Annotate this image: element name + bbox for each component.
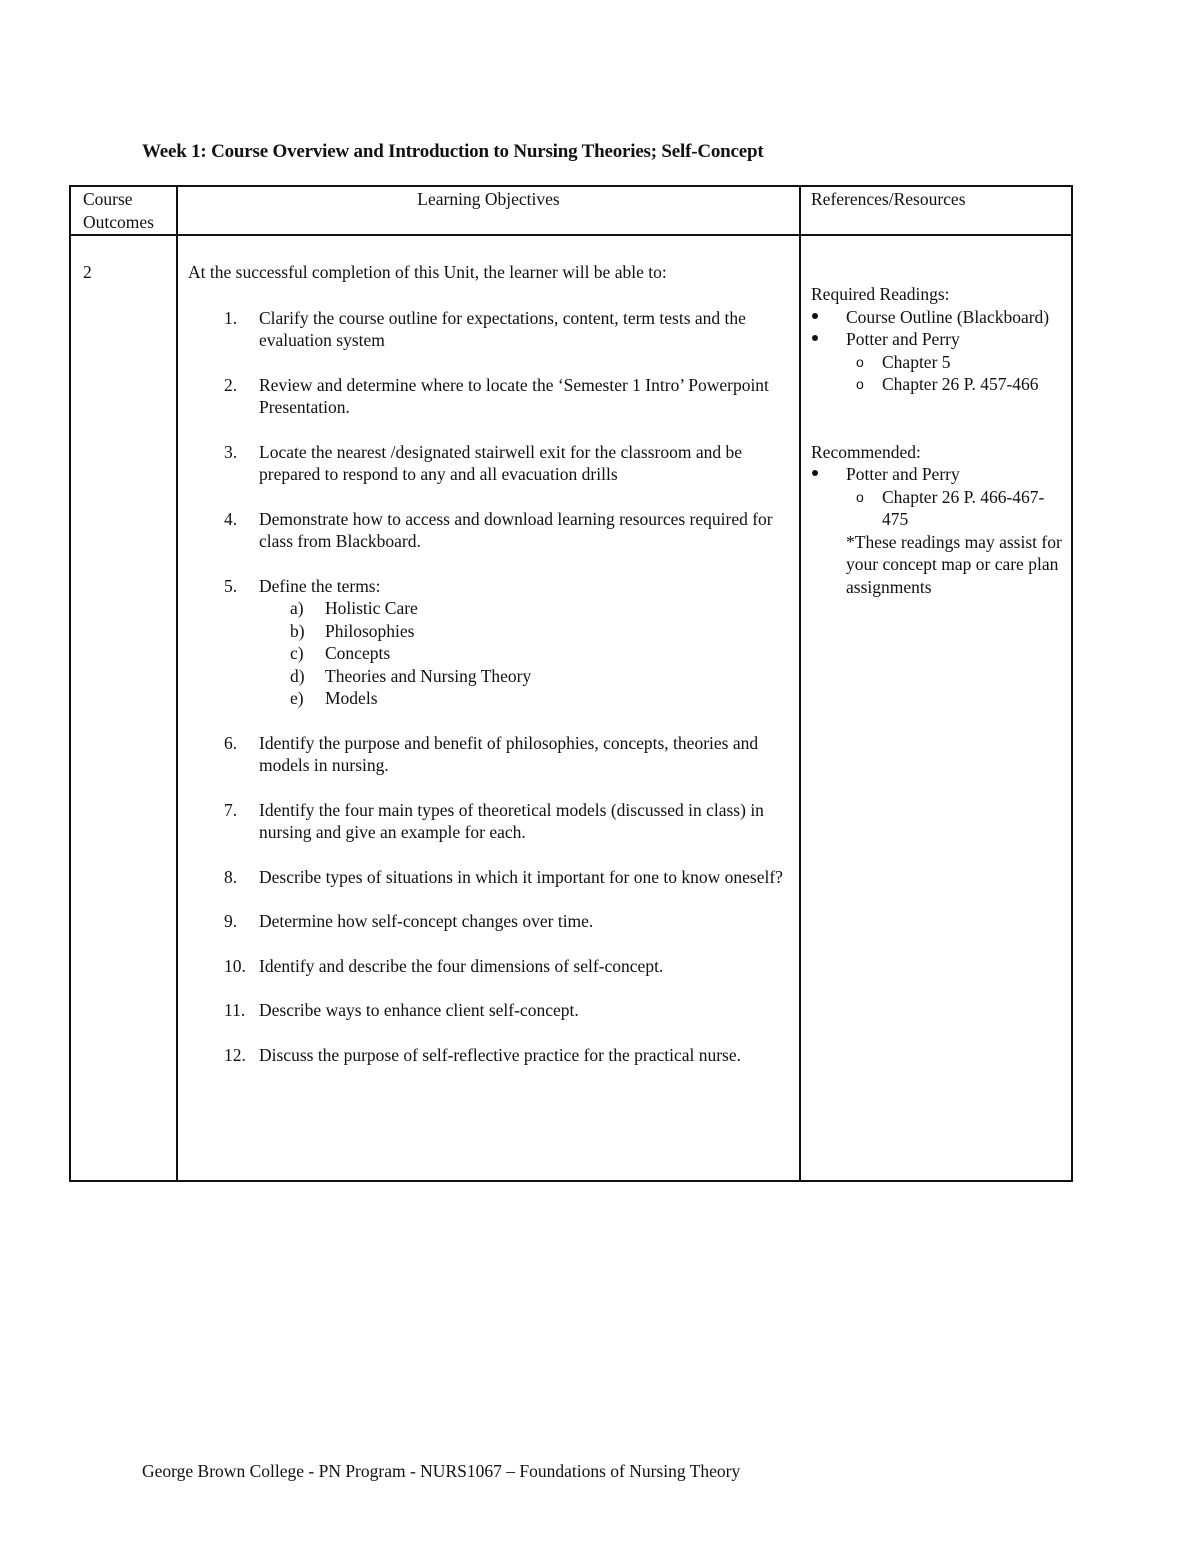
chapter-text: Chapter 26 P. 457-466	[882, 374, 1039, 394]
recommended-reading-sublist	[846, 486, 1065, 531]
objective-number: 6.	[224, 732, 238, 753]
objective-number: 4.	[224, 508, 238, 529]
recommended-reading-text: Potter and Perry	[846, 464, 960, 484]
page-title: Week 1: Course Overview and Introduction to Nursing Theories; Self-Concept	[142, 141, 764, 162]
term-list	[259, 597, 789, 710]
objective-item	[188, 441, 789, 486]
learning-objectives-cell	[177, 235, 800, 1181]
objective-text: Locate the nearest /designated stairwell exit for the classroom and be prepared to respond to any and all evacuation drills	[259, 441, 743, 484]
bullet-icon	[812, 313, 818, 319]
objective-text: Define the terms:	[259, 575, 381, 596]
objective-text: Determine how self-concept changes over time.	[259, 911, 594, 931]
objective-item	[188, 910, 789, 933]
term-letter: d)	[290, 665, 305, 686]
recommended-reading-item	[811, 463, 1065, 531]
objective-number: 7.	[224, 799, 238, 820]
chapter-text: Chapter 26 P. 466-467-475	[882, 486, 1045, 529]
term-text: Theories and Nursing Theory	[325, 665, 532, 686]
required-reading-text: Course Outline (Blackboard)	[846, 306, 1050, 327]
objective-number: 11.	[224, 1000, 246, 1020]
chapter-item	[846, 486, 1065, 531]
readings-note: *These readings may assist for your concept map or care plan assignments	[846, 531, 1062, 597]
objective-number: 3.	[224, 441, 238, 462]
term-letter: b)	[290, 620, 305, 641]
objective-text: Identify and describe the four dimensions of self-concept.	[259, 955, 664, 976]
objective-item	[188, 307, 789, 352]
term-item	[259, 642, 789, 665]
objective-item	[188, 732, 789, 777]
term-item	[259, 620, 789, 643]
objective-item	[188, 508, 789, 553]
resources-spacer	[811, 396, 1065, 441]
required-readings-list	[811, 306, 1065, 396]
bullet-icon	[812, 335, 818, 341]
circle-bullet-icon: o	[856, 376, 864, 392]
recommended-heading: Recommended:	[811, 441, 921, 462]
term-item	[259, 597, 789, 620]
chapter-item	[846, 351, 1065, 374]
term-letter: e)	[290, 688, 304, 708]
objectives-list	[188, 307, 789, 1067]
chapter-text: Chapter 5	[882, 351, 951, 372]
term-item	[259, 687, 789, 710]
circle-bullet-icon: o	[856, 353, 864, 370]
term-text: Concepts	[325, 643, 391, 663]
objective-item	[188, 374, 789, 419]
objective-text: Discuss the purpose of self-reflective practice for the practical nurse.	[259, 1044, 742, 1065]
objective-number: 9.	[224, 911, 238, 931]
term-text: Holistic Care	[325, 598, 418, 618]
objective-number: 5.	[224, 575, 238, 596]
objective-item	[188, 1044, 789, 1067]
objective-text: Clarify the course outline for expectations, content, term tests and the evaluation system	[259, 307, 746, 350]
objective-item	[188, 999, 789, 1022]
objective-text: Describe ways to enhance client self-concept.	[259, 1000, 579, 1020]
term-letter: a)	[290, 598, 304, 618]
objective-number: 12.	[224, 1044, 246, 1065]
required-reading-text: Potter and Perry	[846, 329, 960, 349]
required-readings-heading: Required Readings:	[811, 284, 950, 304]
objective-item	[188, 955, 789, 978]
objective-text: Demonstrate how to access and download learning resources required for class from Blackboard.	[259, 508, 773, 551]
page-footer: George Brown College - PN Program - NURS1067 – Foundations of Nursing Theory	[142, 1461, 741, 1481]
term-item	[259, 665, 789, 688]
objective-number: 2.	[224, 374, 238, 395]
chapter-item	[846, 373, 1065, 396]
objectives-intro: At the successful completion of this Unit, the learner will be able to:	[188, 262, 667, 282]
course-outcome-value: 2	[70, 235, 177, 1181]
objective-text: Review and determine where to locate the ‘Semester 1 Intro’ Powerpoint Presentation.	[259, 374, 769, 417]
header-references-resources: References/Resources	[800, 186, 1072, 235]
term-text: Philosophies	[325, 620, 415, 641]
table-header-row	[70, 186, 1072, 235]
header-course-outcomes: Course Outcomes	[70, 186, 177, 235]
objective-number: 1.	[224, 307, 238, 328]
objective-item	[188, 799, 789, 844]
term-text: Models	[325, 688, 378, 708]
objective-text: Describe types of situations in which it important for one to know oneself?	[259, 866, 783, 887]
course-table	[69, 185, 1073, 1182]
required-reading-item	[811, 306, 1065, 329]
circle-bullet-icon: o	[856, 488, 864, 505]
bullet-icon	[812, 470, 818, 476]
objective-number: 8.	[224, 866, 238, 887]
recommended-list	[811, 463, 1065, 531]
objective-text: Identify the four main types of theoretical models (discussed in class) in nursing and give an example for each.	[259, 799, 764, 842]
required-reading-sublist	[846, 351, 1065, 396]
objective-text: Identify the purpose and benefit of philosophies, concepts, theories and models in nursing.	[259, 732, 759, 775]
objective-number: 10.	[224, 955, 246, 976]
objective-item	[188, 575, 789, 710]
table-body-row	[70, 235, 1072, 1181]
required-reading-item	[811, 328, 1065, 396]
objective-item	[188, 866, 789, 889]
term-letter: c)	[290, 643, 304, 663]
header-learning-objectives: Learning Objectives	[177, 186, 800, 235]
resources-cell	[800, 235, 1072, 1181]
